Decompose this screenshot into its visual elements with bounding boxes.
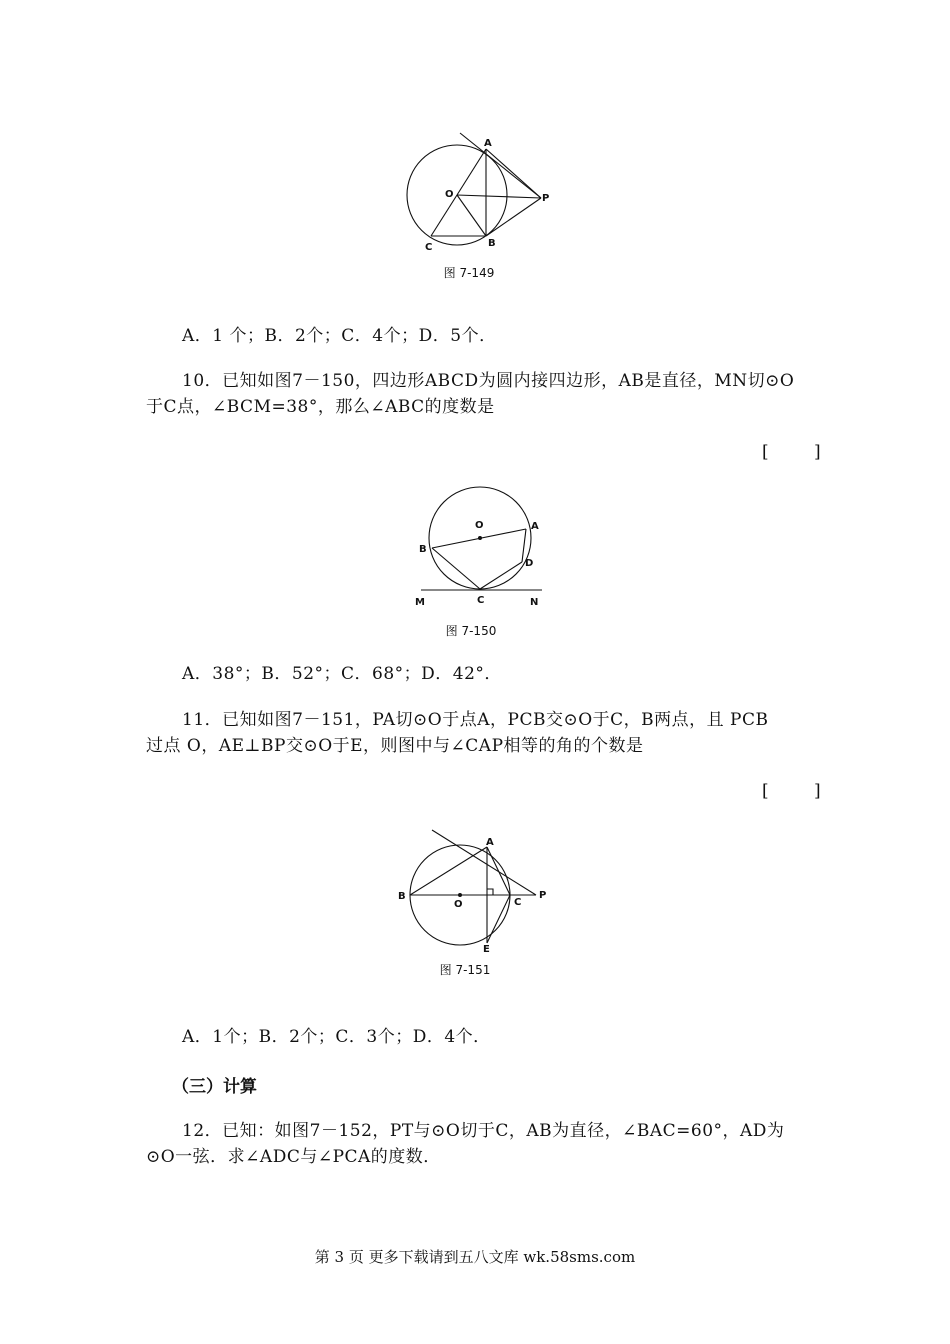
q10-answer-bracket: [ ] xyxy=(762,442,841,462)
label-a: A xyxy=(486,837,494,848)
label-n: N xyxy=(530,597,539,608)
label-o: O xyxy=(445,189,454,200)
q10-line1: 10．已知如图7－150，四边形ABCD为圆内接四边形，AB是直径，MN切⊙O xyxy=(182,371,795,391)
q11-line2: 过点 O，AE⊥BP交⊙O于E，则图中与∠CAP相等的角的个数是 xyxy=(146,736,644,756)
label-m: M xyxy=(415,597,425,608)
label-c: C xyxy=(477,595,485,606)
q12-line1: 12．已知：如图7－152，PT与⊙O切于C，AB为直径，∠BAC=60°，AD为 xyxy=(182,1121,785,1141)
q9-options: A．1 个；B．2个；C．4个；D．5个． xyxy=(182,326,497,346)
label-b: B xyxy=(419,544,427,555)
label-b: B xyxy=(398,891,406,902)
page-footer: 第 3 页 更多下载请到五八文库 wk.58sms.com xyxy=(314,1248,636,1266)
figure-7-151-caption: 图 7-151 xyxy=(439,963,491,977)
label-c: C xyxy=(425,242,433,253)
label-o: O xyxy=(454,899,463,910)
label-p: P xyxy=(542,193,550,204)
q10-options: A．38°；B．52°；C．68°；D．42°． xyxy=(182,664,502,684)
label-a: A xyxy=(531,521,539,532)
q10-line2: 于C点，∠BCM=38°，那么∠ABC的度数是 xyxy=(146,397,495,417)
label-c: C xyxy=(514,897,522,908)
label-p: P xyxy=(539,890,547,901)
figure-7-150 xyxy=(405,485,555,610)
figure-7-149-caption: 图 7-149 xyxy=(443,266,495,280)
figure-7-150-caption: 图 7-150 xyxy=(445,624,497,638)
figure-7-149 xyxy=(395,128,560,253)
q11-answer-bracket: [ ] xyxy=(762,781,841,801)
section-title: （三）计算 xyxy=(172,1077,257,1097)
q11-line1: 11．已知如图7－151，PA切⊙O于点A，PCB交⊙O于C，B两点，且 PCB xyxy=(182,710,769,730)
figure-7-151 xyxy=(390,825,555,955)
q11-options: A．1个；B．2个；C．3个；D．4个． xyxy=(182,1027,491,1047)
label-b: B xyxy=(488,238,496,249)
label-a: A xyxy=(484,138,492,149)
q12-line2: ⊙O一弦．求∠ADC与∠PCA的度数． xyxy=(146,1147,441,1167)
label-e: E xyxy=(483,944,490,955)
label-o: O xyxy=(475,520,484,531)
label-d: D xyxy=(525,558,534,569)
